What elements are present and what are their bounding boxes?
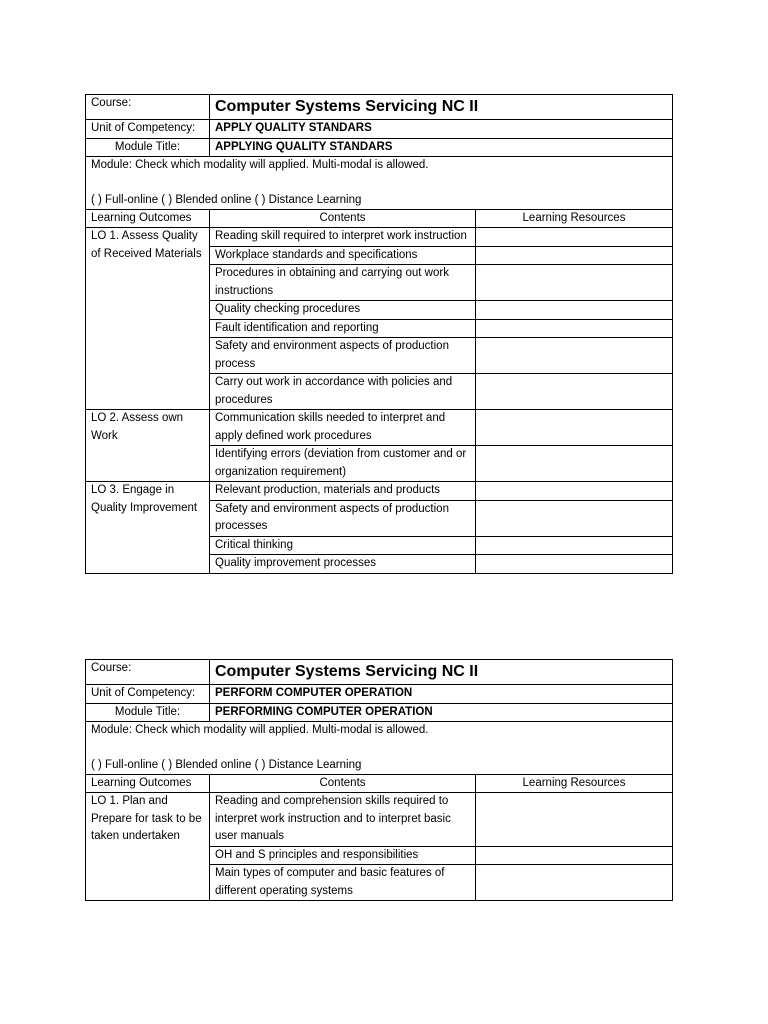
unit-label: Unit of Competency: (86, 685, 210, 704)
header-learning-resources: Learning Resources (476, 210, 673, 228)
resource-cell (476, 301, 673, 320)
content-cell: Quality improvement processes (210, 555, 476, 574)
resource-cell (476, 265, 673, 301)
unit-label: Unit of Competency: (86, 120, 210, 139)
header-contents: Contents (210, 210, 476, 228)
course-label: Course: (86, 95, 210, 120)
learning-outcome-cell: LO 3. Engage in Quality Improvement (86, 482, 210, 574)
module-title-label: Module Title: (86, 138, 210, 157)
content-cell: Workplace standards and specifications (210, 246, 476, 265)
header-learning-resources: Learning Resources (476, 775, 673, 793)
resource-cell (476, 228, 673, 247)
course-plan-table-2 (85, 659, 673, 901)
learning-outcome-cell: LO 2. Assess own Work (86, 410, 210, 482)
table-row (86, 482, 673, 501)
course-plan-table-1 (85, 94, 673, 574)
content-cell: Safety and environment aspects of production process (210, 338, 476, 374)
resource-cell (476, 865, 673, 901)
unit-value: PERFORM COMPUTER OPERATION (210, 685, 673, 704)
resource-cell (476, 246, 673, 265)
resource-cell (476, 555, 673, 574)
modality-instruction: Module: Check which modality will applied. Multi-modal is allowed. (91, 159, 429, 171)
content-cell: Critical thinking (210, 536, 476, 555)
table-row (86, 793, 673, 847)
table-row (86, 410, 673, 446)
header-learning-outcomes: Learning Outcomes (86, 210, 210, 228)
course-value: Computer Systems Servicing NC II (210, 95, 673, 120)
content-cell: Quality checking procedures (210, 301, 476, 320)
content-cell: Reading skill required to interpret work instruction (210, 228, 476, 247)
table-row (86, 228, 673, 247)
content-cell: OH and S principles and responsibilities (210, 846, 476, 865)
content-cell: Identifying errors (deviation from customer and or organization requirement) (210, 446, 476, 482)
resource-cell (476, 482, 673, 501)
unit-value: APPLY QUALITY STANDARS (210, 120, 673, 139)
course-value: Computer Systems Servicing NC II (210, 660, 673, 685)
modality-options: ( ) Full-online ( ) Blended online ( ) Distance Learning (91, 193, 362, 206)
modality-options: ( ) Full-online ( ) Blended online ( ) Distance Learning (91, 758, 362, 771)
header-contents: Contents (210, 775, 476, 793)
module-title-value: APPLYING QUALITY STANDARS (210, 138, 673, 157)
resource-cell (476, 319, 673, 338)
resource-cell (476, 338, 673, 374)
resource-cell (476, 410, 673, 446)
module-title-value: PERFORMING COMPUTER OPERATION (210, 703, 673, 722)
content-cell: Communication skills needed to interpret and apply defined work procedures (210, 410, 476, 446)
resource-cell (476, 846, 673, 865)
course-label: Course: (86, 660, 210, 685)
resource-cell (476, 446, 673, 482)
learning-outcome-cell: LO 1. Plan and Prepare for task to be taken undertaken (86, 793, 210, 901)
resource-cell (476, 793, 673, 847)
content-cell: Safety and environment aspects of production processes (210, 500, 476, 536)
resource-cell (476, 536, 673, 555)
resource-cell (476, 374, 673, 410)
header-learning-outcomes: Learning Outcomes (86, 775, 210, 793)
modality-cell (86, 157, 673, 210)
modality-cell (86, 722, 673, 775)
resource-cell (476, 500, 673, 536)
content-cell: Procedures in obtaining and carrying out work instructions (210, 265, 476, 301)
learning-outcome-cell: LO 1. Assess Quality of Received Materials (86, 228, 210, 410)
content-cell: Fault identification and reporting (210, 319, 476, 338)
modality-instruction: Module: Check which modality will applied. Multi-modal is allowed. (91, 724, 429, 736)
content-cell: Main types of computer and basic features of different operating systems (210, 865, 476, 901)
content-cell: Carry out work in accordance with policies and procedures (210, 374, 476, 410)
content-cell: Reading and comprehension skills required to interpret work instruction and to interpret basic user manuals (210, 793, 476, 847)
content-cell: Relevant production, materials and products (210, 482, 476, 501)
module-title-label: Module Title: (86, 703, 210, 722)
